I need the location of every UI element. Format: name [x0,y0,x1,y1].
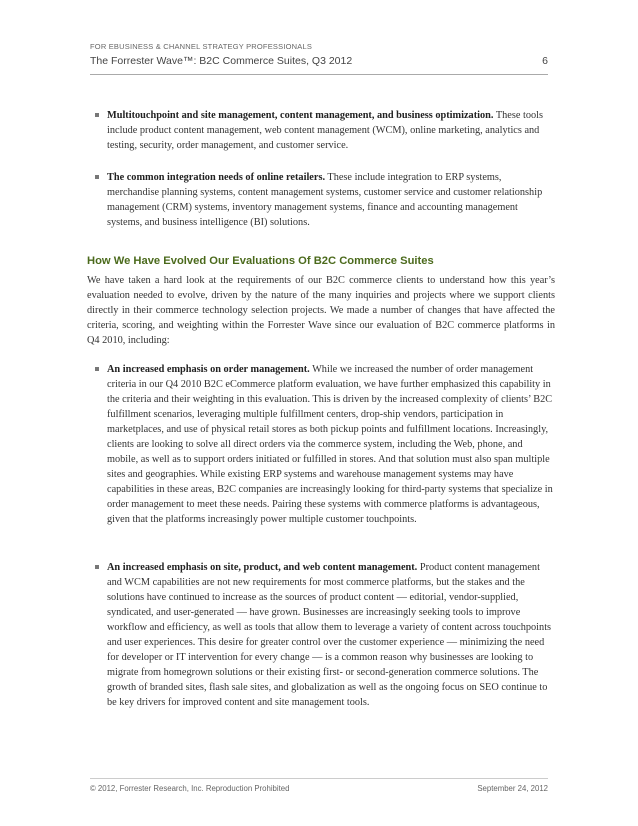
bullet-text [107,170,553,230]
footer-date: September 24, 2012 [477,784,548,793]
bullet-lead: An increased emphasis on site, product, and web content management. [107,562,418,573]
bullet-lead: Multitouchpoint and site management, content management, and business optimization. [107,110,494,121]
bullet-lead: The common integration needs of online retailers. [107,172,326,183]
report-title: The Forrester Wave™: B2C Commerce Suites, Q3 2012 [90,55,353,67]
bullet-text [107,560,553,710]
bullet-lead: An increased emphasis on order management. [107,364,310,375]
header-kicker: FOR EBUSINESS & CHANNEL STRATEGY PROFESSIONALS [90,42,313,51]
page-number: 6 [542,55,548,67]
square-bullet-icon [95,367,99,371]
square-bullet-icon [95,565,99,569]
bullet-body: While we increased the number of order management criteria in our Q4 2010 B2C eCommerce platform evaluation, we have further emphasized this capability in the criteria and their weighting in this evaluation. This is driven by the increased complexity of clients’ B2C fulfillment scenarios, leveraging multiple fulfillment centers, drop-ship vendors, participation in marketplaces, and use of physical retail stores as both pickup points and fulfillment locations. Increasingly, clients are looking to solve all direct orders via the commerce system, including the Web, phone, and mobile, as well as to support orders initiated or fulfilled in stores. And that solution must also span multiple sites and geographies. While existing ERP systems and warehouse management systems may have capabilities in these areas, B2C companies are increasingly looking for third-party systems that specialize in order management to meet these needs. Pairing these systems with commerce platforms is advantageous, given that the platforms increasingly power multiple customer touchpoints. [107,364,553,525]
bullet-item-site-management [95,108,553,153]
square-bullet-icon [95,113,99,117]
bullet-body: These include integration to ERP systems, merchandise planning systems, content management systems, customer service and customer relationship management (CRM) systems, inventory management systems, finance and accounting management systems, and business intelligence (BI) solutions. [107,172,543,228]
square-bullet-icon [95,175,99,179]
bullet-item-order-management [95,362,553,527]
section-intro: We have taken a hard look at the requirements of our B2C commerce clients to understand how this year’s evaluation needed to evolve, driven by the nature of the many inquiries and projects where we support clients directly in their commerce technology selection projects. We made a number of changes that have affected the criteria, scoring, and weighting within the Forrester Wave since our evaluation of B2C commerce platforms in Q4 2010, including: [87,275,555,346]
bullet-body: These tools include product content management, web content management (WCM), online marketing, analytics and testing, security, order management, and customer service. [107,110,544,151]
bullet-text [107,362,553,527]
footer-divider [90,778,548,779]
bullet-item-integration-needs [95,170,553,230]
footer-copyright: © 2012, Forrester Research, Inc. Reproduction Prohibited [90,784,290,793]
bullet-text [107,108,553,153]
header-divider [90,74,548,75]
section-heading: How We Have Evolved Our Evaluations Of B2C Commerce Suites [87,255,434,267]
bullet-item-content-management [95,560,553,710]
bullet-body: Product content management and WCM capabilities are not new requirements for most commerce platforms, but the stakes and the solutions have continued to increase as the sources of product content — editorial, vendor-supplied, syndicated, and user-generated — have grown. Businesses are increasingly seeking tools to improve workflow and efficiency, as well as tools that allow them to leverage a variety of content across touchpoints and user experiences. This desire for greater control over the customer experience — minimizing the need for developer or IT intervention for every change — is a common reason why businesses are looking to migrate from homegrown solutions or their existing first- or second-generation commerce solutions. The growth of branded sites, flash sale sites, and globalization as well as the ongoing focus on SEO continue to be key drivers for improved content and site management tools. [107,562,552,708]
